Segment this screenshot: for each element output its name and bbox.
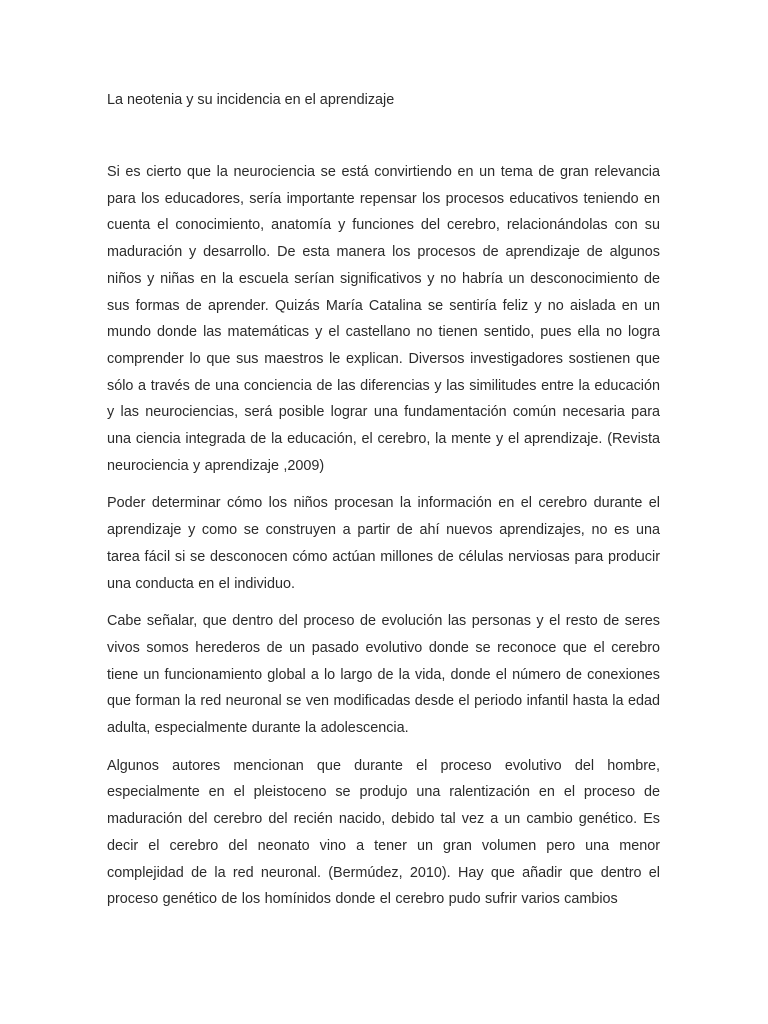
document-page	[107, 90, 660, 924]
paragraph-4: Algunos autores mencionan que durante el proceso evolutivo del hombre, especialmente en el pleistoceno se produjo una ralentización en el proceso de maduración del cerebro del recién nacido, debido tal vez a un cambio genético. Es decir el cerebro del neonato vino a tener un gran volumen pero una menor complejidad de la red neuronal. (Bermúdez, 2010). Hay que añadir que dentro el proceso genético de los homínidos donde el cerebro pudo sufrir varios cambios	[107, 757, 660, 908]
document-title: La neotenia y su incidencia en el aprendizaje	[107, 92, 395, 108]
paragraph-3: Cabe señalar, que dentro del proceso de evolución las personas y el resto de seres vivos somos herederos de un pasado evolutivo donde se reconoce que el cerebro tiene un funcionamiento global a lo largo de la vida, donde el número de conexiones que forman la red neuronal se ven modificadas desde el periodo infantil hasta la edad adulta, especialmente durante la adolescencia.	[107, 613, 660, 737]
paragraph-2: Poder determinar cómo los niños procesan la información en el cerebro durante el aprendizaje y como se construyen a partir de ahí nuevos aprendizajes, no es una tarea fácil si se desconocen cómo actúan millones de células nerviosas para producir una conducta en el individuo.	[107, 495, 660, 592]
paragraph-1: Si es cierto que la neurociencia se está convirtiendo en un tema de gran relevancia para los educadores, sería importante repensar los procesos educativos teniendo en cuenta el conocimiento, anatomía y funciones del cerebro, relacionándolas con su maduración y desarrollo. De esta manera los procesos de aprendizaje de algunos niños y niñas en la escuela serían significativos y no habría un desconocimiento de sus formas de aprender. Quizás María Catalina se sentiría feliz y no aislada en un mundo donde las matemáticas y el castellano no tienen sentido, pues ella no logra comprender lo que sus maestros le explican. Diversos investigadores sostienen que sólo a través de una conciencia de las diferencias y las similitudes entre la educación y las neurociencias, será posible lograr una fundamentación común necesaria para una ciencia integrada de la educación, el cerebro, la mente y el aprendizaje. (Revista neurociencia y aprendizaje ,2009)	[107, 164, 660, 474]
